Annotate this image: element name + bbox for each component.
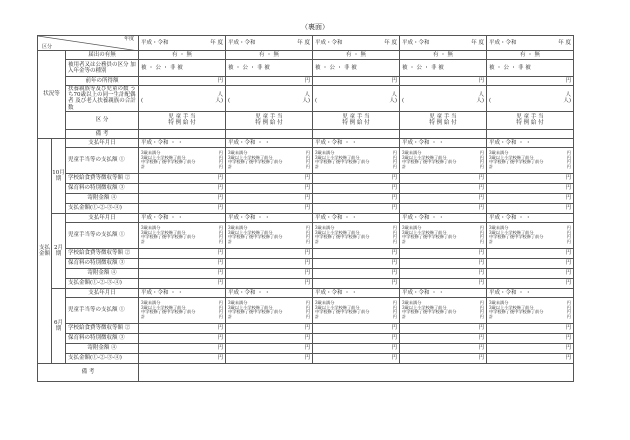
- oct-donation-1[interactable]: 円: [139, 193, 226, 203]
- feb-donation-2[interactable]: 円: [226, 268, 313, 278]
- category-cell-2[interactable]: 児 童 手 当 特 例 給 付: [226, 111, 313, 129]
- feb-donation-3[interactable]: 円: [313, 268, 400, 278]
- income-cell-4[interactable]: 円: [400, 77, 487, 86]
- feb-lunch-5[interactable]: 円: [487, 248, 574, 258]
- jun-net-2[interactable]: 円: [226, 353, 313, 363]
- month-label-1: 10月期: [52, 138, 66, 213]
- jun-breakdown-5[interactable]: 3歳未満分 円 3歳以上小学校修了前分 円 中学校修了後中学校修了前分 円 計 円: [487, 297, 574, 323]
- filing-cell-4[interactable]: 有 ・ 無: [400, 51, 487, 60]
- jun-pay-date-label: 支払年月日: [66, 288, 139, 297]
- dependents-row: [38, 86, 574, 112]
- jun-nursery-row: [38, 333, 574, 343]
- jun-net-label: 支払金額(①-②-③-④): [66, 353, 139, 363]
- jun-nursery-2[interactable]: 円: [226, 333, 313, 343]
- oct-net-label: 支払金額(①-②-③-④): [66, 203, 139, 213]
- income-cell-1[interactable]: 円: [139, 77, 226, 86]
- oct-nursery-4[interactable]: 円: [400, 183, 487, 193]
- jun-nursery-label: 保育料の特別徴収額 ③: [66, 333, 139, 343]
- month-label-3: 6月期: [52, 288, 66, 363]
- status-remarks-cell-4[interactable]: [400, 129, 487, 138]
- status-remarks-cell-2[interactable]: [226, 129, 313, 138]
- corner-cell: [38, 36, 139, 51]
- oct-breakdown-2[interactable]: 3歳未満分 円 3歳以上小学校修了前分 円 中学校修了後中学校修了前分 円 計 円: [226, 147, 313, 173]
- feb-pay-date-label: 支払年月日: [66, 213, 139, 222]
- status-remarks-row: [38, 129, 574, 138]
- jun-net-3[interactable]: 円: [313, 353, 400, 363]
- jun-breakdown-4[interactable]: 3歳未満分 円 3歳以上小学校修了前分 円 中学校修了後中学校修了前分 円 計 円: [400, 297, 487, 323]
- form-title: （裏面）: [301, 23, 329, 31]
- oct-pay-date-5[interactable]: 平成・令和 ・ ・: [487, 138, 574, 147]
- year-header-2[interactable]: 平成・令和 年 度: [226, 36, 313, 51]
- oct-breakdown-1[interactable]: 3歳未満分 円 3歳以上小学校修了前分 円 中学校修了後中学校修了前分 円 計 円: [139, 147, 226, 173]
- feb-lunch-3[interactable]: 円: [313, 248, 400, 258]
- feb-net-label: 支払金額(①-②-③-④): [66, 278, 139, 288]
- jun-lunch-4[interactable]: 円: [400, 323, 487, 333]
- category-cell-5[interactable]: 児 童 手 当 特 例 給 付: [487, 111, 574, 129]
- bottom-remarks-row: [38, 363, 574, 381]
- feb-breakdown-4[interactable]: 3歳未満分 円 3歳以上小学校修了前分 円 中学校修了後中学校修了前分 円 計 円: [400, 222, 487, 248]
- corner-category-label: 区分: [42, 43, 53, 50]
- feb-lunch-row: [38, 248, 574, 258]
- oct-pay-date-1[interactable]: 平成・令和 ・ ・: [139, 138, 226, 147]
- oct-lunch-1[interactable]: 円: [139, 173, 226, 183]
- income-cell-5[interactable]: 円: [487, 77, 574, 86]
- feb-breakdown-2[interactable]: 3歳未満分 円 3歳以上小学校修了前分 円 中学校修了後中学校修了前分 円 計 円: [226, 222, 313, 248]
- oct-pay-date-label: 支払年月日: [66, 138, 139, 147]
- feb-pay-date-1[interactable]: 平成・令和 ・ ・: [139, 213, 226, 222]
- jun-pay-date-row: [38, 288, 574, 297]
- oct-donation-label: 寄附金額 ④: [66, 193, 139, 203]
- category-cell-4[interactable]: 児 童 手 当 特 例 給 付: [400, 111, 487, 129]
- jun-net-1[interactable]: 円: [139, 353, 226, 363]
- feb-donation-4[interactable]: 円: [400, 268, 487, 278]
- jun-pay-date-1[interactable]: 平成・令和 ・ ・: [139, 288, 226, 297]
- feb-breakdown-5[interactable]: 3歳未満分 円 3歳以上小学校修了前分 円 中学校修了後中学校修了前分 円 計 円: [487, 222, 574, 248]
- feb-net-3[interactable]: 円: [313, 278, 400, 288]
- oct-lunch-2[interactable]: 円: [226, 173, 313, 183]
- feb-nursery-3[interactable]: 円: [313, 258, 400, 268]
- dependents-cell-4[interactable]: 人 ( 人): [400, 86, 487, 112]
- filing-cell-1[interactable]: 有 ・ 無: [139, 51, 226, 60]
- feb-net-2[interactable]: 円: [226, 278, 313, 288]
- oct-donation-5[interactable]: 円: [487, 193, 574, 203]
- pension-cell-1[interactable]: 被 ・ 公 ・ 非 被: [139, 60, 226, 77]
- oct-pay-date-3[interactable]: 平成・令和 ・ ・: [313, 138, 400, 147]
- feb-lunch-label: 学校給食費等徴収等額 ②: [66, 248, 139, 258]
- pension-label: 被用者又は公務員の区分 加入年金等の種別: [66, 60, 139, 77]
- income-cell-3[interactable]: 円: [313, 77, 400, 86]
- filing-row: [38, 51, 574, 60]
- pension-cell-5[interactable]: 被 ・ 公 ・ 非 被: [487, 60, 574, 77]
- allowance-form-table: [37, 35, 574, 382]
- feb-net-4[interactable]: 円: [400, 278, 487, 288]
- filing-cell-2[interactable]: 有 ・ 無: [226, 51, 313, 60]
- status-remarks-cell-5[interactable]: [487, 129, 574, 138]
- oct-donation-4[interactable]: 円: [400, 193, 487, 203]
- income-label: 前年の所得額: [66, 77, 139, 86]
- jun-pay-date-5[interactable]: 平成・令和 ・ ・: [487, 288, 574, 297]
- oct-pay-date-row: [38, 138, 574, 147]
- feb-lunch-2[interactable]: 円: [226, 248, 313, 258]
- status-remarks-label: 備 考: [66, 129, 139, 138]
- oct-net-4[interactable]: 円: [400, 203, 487, 213]
- pension-cell-4[interactable]: 被 ・ 公 ・ 非 被: [400, 60, 487, 77]
- feb-allowance-label: 児童手当等の支払額 ①: [66, 222, 139, 248]
- oct-lunch-5[interactable]: 円: [487, 173, 574, 183]
- pension-row: [38, 60, 574, 77]
- feb-donation-row: [38, 268, 574, 278]
- feb-net-1[interactable]: 円: [139, 278, 226, 288]
- status-group-label: 状況等: [38, 51, 66, 139]
- jun-pay-date-4[interactable]: 平成・令和 ・ ・: [400, 288, 487, 297]
- income-cell-2[interactable]: 円: [226, 77, 313, 86]
- pension-cell-2[interactable]: 被 ・ 公 ・ 非 被: [226, 60, 313, 77]
- status-remarks-cell-3[interactable]: [313, 129, 400, 138]
- jun-lunch-2[interactable]: 円: [226, 323, 313, 333]
- oct-nursery-2[interactable]: 円: [226, 183, 313, 193]
- feb-net-5[interactable]: 円: [487, 278, 574, 288]
- jun-donation-label: 寄附金額 ④: [66, 343, 139, 353]
- jun-donation-2[interactable]: 円: [226, 343, 313, 353]
- feb-nursery-2[interactable]: 円: [226, 258, 313, 268]
- jun-lunch-1[interactable]: 円: [139, 323, 226, 333]
- oct-allowance-row: [38, 147, 574, 173]
- feb-donation-label: 寄附金額 ④: [66, 268, 139, 278]
- oct-nursery-row: [38, 183, 574, 193]
- jun-nursery-4[interactable]: 円: [400, 333, 487, 343]
- oct-breakdown-3[interactable]: 3歳未満分 円 3歳以上小学校修了前分 円 中学校修了後中学校修了前分 円 計 円: [313, 147, 400, 173]
- dependents-cell-5[interactable]: 人 ( 人): [487, 86, 574, 112]
- feb-pay-date-3[interactable]: 平成・令和 ・ ・: [313, 213, 400, 222]
- year-header-3[interactable]: 平成・令和 年 度: [313, 36, 400, 51]
- category-label: 区 分: [66, 111, 139, 129]
- feb-nursery-4[interactable]: 円: [400, 258, 487, 268]
- oct-nursery-3[interactable]: 円: [313, 183, 400, 193]
- oct-breakdown-4[interactable]: 3歳未満分 円 3歳以上小学校修了前分 円 中学校修了後中学校修了前分 円 計 円: [400, 147, 487, 173]
- jun-donation-1[interactable]: 円: [139, 343, 226, 353]
- jun-pay-date-3[interactable]: 平成・令和 ・ ・: [313, 288, 400, 297]
- jun-lunch-row: [38, 323, 574, 333]
- feb-breakdown-1[interactable]: 3歳未満分 円 3歳以上小学校修了前分 円 中学校修了後中学校修了前分 円 計 円: [139, 222, 226, 248]
- dependents-cell-3[interactable]: 人 ( 人): [313, 86, 400, 112]
- jun-donation-5[interactable]: 円: [487, 343, 574, 353]
- jun-nursery-1[interactable]: 円: [139, 333, 226, 343]
- jun-net-4[interactable]: 円: [400, 353, 487, 363]
- category-cell-1[interactable]: 児 童 手 当 特 例 給 付: [139, 111, 226, 129]
- oct-donation-row: [38, 193, 574, 203]
- status-remarks-cell-1[interactable]: [139, 129, 226, 138]
- oct-lunch-label: 学校給食費等徴収等額 ②: [66, 173, 139, 183]
- corner-year-label: 年度: [123, 36, 134, 42]
- oct-donation-3[interactable]: 円: [313, 193, 400, 203]
- oct-nursery-label: 保育料の特別徴収額 ③: [66, 183, 139, 193]
- feb-nursery-5[interactable]: 円: [487, 258, 574, 268]
- jun-donation-row: [38, 343, 574, 353]
- pension-cell-3[interactable]: 被 ・ 公 ・ 非 被: [313, 60, 400, 77]
- month-label-2: 2月期: [52, 213, 66, 288]
- feb-breakdown-3[interactable]: 3歳未満分 円 3歳以上小学校修了前分 円 中学校修了後中学校修了前分 円 計 円: [313, 222, 400, 248]
- feb-pay-date-2[interactable]: 平成・令和 ・ ・: [226, 213, 313, 222]
- category-cell-3[interactable]: 児 童 手 当 特 例 給 付: [313, 111, 400, 129]
- year-header-5[interactable]: 平成・令和 年 度: [487, 36, 574, 51]
- oct-breakdown-5[interactable]: 3歳未満分 円 3歳以上小学校修了前分 円 中学校修了後中学校修了前分 円 計 円: [487, 147, 574, 173]
- jun-nursery-3[interactable]: 円: [313, 333, 400, 343]
- oct-pay-date-2[interactable]: 平成・令和 ・ ・: [226, 138, 313, 147]
- filing-cell-5[interactable]: 有 ・ 無: [487, 51, 574, 60]
- feb-donation-5[interactable]: 円: [487, 268, 574, 278]
- feb-nursery-label: 保育料の特別徴収額 ③: [66, 258, 139, 268]
- income-row: [38, 77, 574, 86]
- feb-pay-date-row: [38, 213, 574, 222]
- jun-lunch-5[interactable]: 円: [487, 323, 574, 333]
- jun-allowance-label: 児童手当等の支払額 ①: [66, 297, 139, 323]
- filing-label: 届出の有無: [66, 51, 139, 60]
- jun-breakdown-3[interactable]: 3歳未満分 円 3歳以上小学校修了前分 円 中学校修了後中学校修了前分 円 計 円: [313, 297, 400, 323]
- oct-nursery-5[interactable]: 円: [487, 183, 574, 193]
- jun-lunch-label: 学校給食費等徴収等額 ②: [66, 323, 139, 333]
- oct-lunch-3[interactable]: 円: [313, 173, 400, 183]
- jun-breakdown-1[interactable]: 3歳未満分 円 3歳以上小学校修了前分 円 中学校修了後中学校修了前分 円 計 円: [139, 297, 226, 323]
- feb-net-row: [38, 278, 574, 288]
- jun-breakdown-2[interactable]: 3歳未満分 円 3歳以上小学校修了前分 円 中学校修了後中学校修了前分 円 計 円: [226, 297, 313, 323]
- jun-net-5[interactable]: 円: [487, 353, 574, 363]
- dependents-cell-2[interactable]: 人 ( 人): [226, 86, 313, 112]
- oct-net-row: [38, 203, 574, 213]
- dependents-label: 扶養親族等及び児童の数 うち70歳以上の同一生計配偶者 及び老人扶養親族の合計数: [66, 86, 139, 112]
- jun-net-row: [38, 353, 574, 363]
- filing-cell-3[interactable]: 有 ・ 無: [313, 51, 400, 60]
- feb-pay-date-4[interactable]: 平成・令和 ・ ・: [400, 213, 487, 222]
- feb-lunch-1[interactable]: 円: [139, 248, 226, 258]
- oct-donation-2[interactable]: 円: [226, 193, 313, 203]
- jun-allowance-row: [38, 297, 574, 323]
- feb-nursery-1[interactable]: 円: [139, 258, 226, 268]
- oct-pay-date-4[interactable]: 平成・令和 ・ ・: [400, 138, 487, 147]
- bottom-remarks-label: 備 考: [38, 363, 139, 381]
- feb-nursery-row: [38, 258, 574, 268]
- jun-lunch-3[interactable]: 円: [313, 323, 400, 333]
- jun-donation-3[interactable]: 円: [313, 343, 400, 353]
- oct-lunch-4[interactable]: 円: [400, 173, 487, 183]
- oct-allowance-label: 児童手当等の支払額 ①: [66, 147, 139, 173]
- feb-donation-1[interactable]: 円: [139, 268, 226, 278]
- oct-net-2[interactable]: 円: [226, 203, 313, 213]
- payment-group-label: 支払金額: [38, 138, 52, 363]
- feb-pay-date-5[interactable]: 平成・令和 ・ ・: [487, 213, 574, 222]
- bottom-remarks-field[interactable]: [139, 363, 574, 381]
- header-row: [38, 36, 574, 51]
- oct-net-3[interactable]: 円: [313, 203, 400, 213]
- category-row: [38, 111, 574, 129]
- oct-lunch-row: [38, 173, 574, 183]
- oct-net-1[interactable]: 円: [139, 203, 226, 213]
- year-header-1[interactable]: 平成・令和 年 度: [139, 36, 226, 51]
- jun-nursery-5[interactable]: 円: [487, 333, 574, 343]
- feb-allowance-row: [38, 222, 574, 248]
- feb-lunch-4[interactable]: 円: [400, 248, 487, 258]
- jun-donation-4[interactable]: 円: [400, 343, 487, 353]
- oct-nursery-1[interactable]: 円: [139, 183, 226, 193]
- oct-net-5[interactable]: 円: [487, 203, 574, 213]
- year-header-4[interactable]: 平成・令和 年 度: [400, 36, 487, 51]
- dependents-cell-1[interactable]: 人 ( 人): [139, 86, 226, 112]
- jun-pay-date-2[interactable]: 平成・令和 ・ ・: [226, 288, 313, 297]
